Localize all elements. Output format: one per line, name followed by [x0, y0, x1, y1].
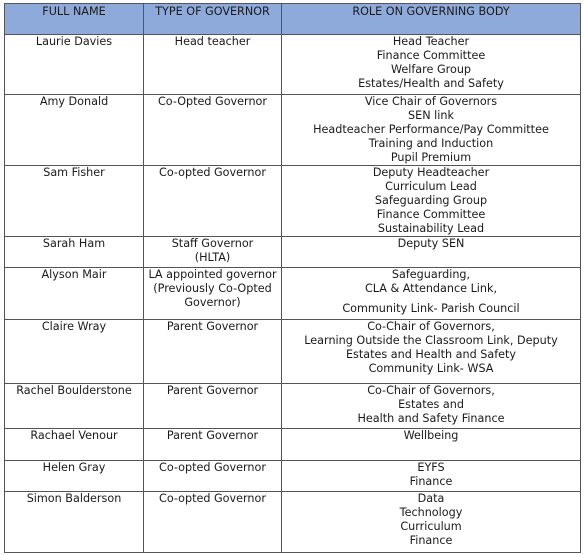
governor-type-cell [144, 384, 282, 429]
header-type-of-governor: TYPE OF GOVERNOR [144, 4, 282, 35]
governor-roles-cell [282, 320, 581, 384]
governor-type-line: LA appointed governor [148, 268, 277, 281]
governor-type-cell [144, 492, 282, 553]
role-line: SEN link [408, 109, 454, 122]
header-row [5, 4, 581, 35]
role-line: Curriculum [400, 520, 462, 533]
governor-name-cell [5, 384, 144, 429]
governor-name-cell [5, 166, 144, 237]
role-line: Technology [399, 506, 463, 519]
table-row [5, 268, 581, 320]
governor-roles-cell [282, 166, 581, 237]
role-line: Deputy Headteacher [372, 166, 490, 179]
governor-name-cell [5, 492, 144, 553]
governor-name: Rachael Venour [30, 429, 118, 442]
role-line: Finance Committee [376, 208, 486, 221]
header-role-on-governing-body: ROLE ON GOVERNING BODY [282, 4, 581, 35]
role-line: Curriculum Lead [385, 180, 477, 193]
role-line: Safeguarding, [391, 268, 471, 281]
role-line: Training and Induction [368, 137, 494, 150]
role-line: Community Link- WSA [368, 362, 494, 375]
table-row [5, 384, 581, 429]
governor-name: Amy Donald [39, 95, 109, 108]
table-row [5, 492, 581, 553]
governor-name: Laurie Davies [35, 35, 113, 48]
governor-name: Claire Wray [41, 320, 107, 333]
governor-name: Alyson Mair [41, 268, 107, 281]
governor-roles-cell [282, 237, 581, 268]
governor-name-cell [5, 268, 144, 320]
governor-name: Sam Fisher [43, 166, 105, 179]
role-line: Health and Safety Finance [357, 412, 505, 425]
header-full-name: FULL NAME [5, 4, 144, 35]
governor-roles-cell [282, 461, 581, 492]
governor-roles-cell [282, 35, 581, 95]
governor-name-cell [5, 95, 144, 166]
role-line: Co-Chair of Governors, [367, 320, 495, 333]
governor-name-cell [5, 461, 144, 492]
governor-name: Simon Balderson [26, 492, 122, 505]
table-row [5, 35, 581, 95]
role-line: Sustainability Lead [377, 222, 485, 235]
role-line: Deputy SEN [397, 237, 465, 250]
governor-name: Helen Gray [42, 461, 106, 474]
governor-type-line: Co-opted Governor [159, 166, 266, 179]
governor-type-line: Co-opted Governor [159, 492, 266, 505]
governor-type-line: (Previously Co-Opted [153, 282, 272, 295]
governor-type-line: Parent Governor [166, 429, 259, 442]
governor-roles-cell [282, 492, 581, 553]
role-line: Co-Chair of Governors, [367, 384, 495, 397]
role-line: Finance [409, 534, 453, 547]
governor-type-line: Co-Opted Governor [157, 95, 267, 108]
governor-roles-cell [282, 384, 581, 429]
governor-type-line: Governor) [184, 296, 241, 309]
role-line: Finance [409, 475, 453, 488]
governor-name-cell [5, 429, 144, 461]
table-row [5, 95, 581, 166]
governor-roles-cell [282, 95, 581, 166]
governor-name-cell [5, 320, 144, 384]
table-row [5, 237, 581, 268]
governor-name-cell [5, 237, 144, 268]
role-line: Pupil Premium [390, 151, 472, 164]
governor-type-cell [144, 237, 282, 268]
governor-name: Sarah Ham [42, 237, 106, 250]
governor-type-cell [144, 320, 282, 384]
governor-type-cell [144, 35, 282, 95]
governor-name: Rachel Boulderstone [16, 384, 132, 397]
table-row [5, 429, 581, 461]
governor-type-line: Parent Governor [166, 384, 259, 397]
governor-type-cell [144, 461, 282, 492]
role-line: Data [417, 492, 445, 505]
governor-type-line: Co-opted Governor [159, 461, 266, 474]
table-row [5, 166, 581, 237]
table-row [5, 461, 581, 492]
role-line: Headteacher Performance/Pay Committee [313, 123, 549, 136]
governor-type-line: Parent Governor [166, 320, 259, 333]
role-line: Safeguarding Group [374, 194, 488, 207]
role-line: Welfare Group [390, 63, 472, 76]
role-line: Learning Outside the Classroom Link, Deputy [304, 334, 558, 347]
role-line: EYFS [417, 461, 445, 474]
governor-type-cell [144, 95, 282, 166]
governor-roles-cell [282, 268, 581, 320]
governor-type-line: Staff Governor [171, 237, 254, 250]
role-line: Head Teacher [392, 35, 470, 48]
role-line: Community Link- Parish Council [342, 302, 520, 315]
governor-type-cell [144, 166, 282, 237]
governor-roles-cell [282, 429, 581, 461]
governor-type-cell [144, 429, 282, 461]
role-line: Vice Chair of Governors [364, 95, 498, 108]
role-line: CLA & Attendance Link, [364, 282, 498, 295]
role-line: Estates and [398, 398, 464, 411]
table-row [5, 320, 581, 384]
governors-table [4, 3, 581, 553]
role-line: Wellbeing [403, 429, 459, 442]
role-line: Estates/Health and Safety [358, 77, 504, 90]
governor-type-line: (HLTA) [194, 251, 231, 264]
governor-type-line: Head teacher [174, 35, 251, 48]
role-line: Estates and Health and Safety [345, 348, 517, 361]
governor-name-cell [5, 35, 144, 95]
role-line: Finance Committee [376, 49, 486, 62]
governor-type-cell [144, 268, 282, 320]
